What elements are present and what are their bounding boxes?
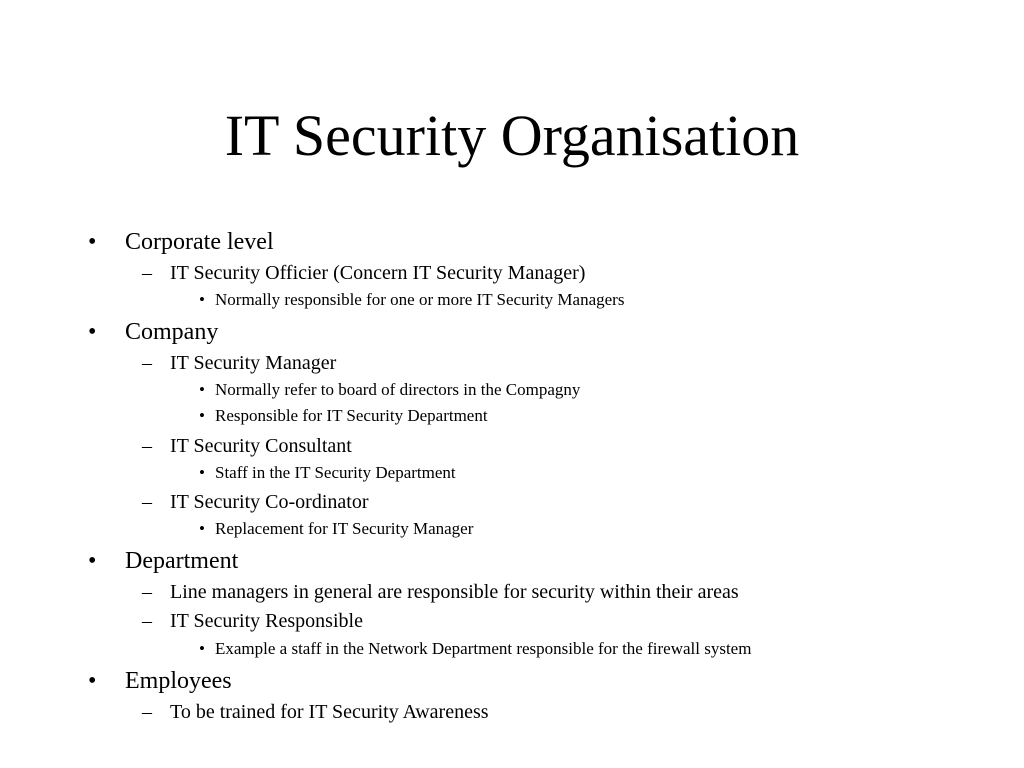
sub-sub-bullet-marker: • [199, 519, 205, 538]
sub-sub-bullet-marker: • [199, 290, 205, 309]
sub-sub-bullet-item: Normally responsible for one or more IT Security Managers [215, 290, 625, 309]
bullet-marker: • [88, 548, 97, 574]
sub-bullet-marker: – [142, 701, 152, 723]
sub-bullet-marker: – [142, 435, 152, 457]
sub-sub-bullet-item: Responsible for IT Security Department [215, 406, 488, 425]
bullet-item: Employees [125, 668, 232, 694]
sub-bullet-item: IT Security Responsible [170, 610, 363, 632]
sub-sub-bullet-marker: • [199, 406, 205, 425]
bullet-item: Corporate level [125, 229, 274, 255]
sub-bullet-marker: – [142, 262, 152, 284]
sub-bullet-item: IT Security Officier (Concern IT Security Manager) [170, 262, 586, 284]
sub-bullet-marker: – [142, 581, 152, 603]
sub-sub-bullet-item: Replacement for IT Security Manager [215, 519, 474, 538]
slide-title: IT Security Organisation [224, 103, 800, 168]
bullet-item: Department [125, 548, 239, 574]
bullet-item: Company [125, 319, 219, 345]
bullet-marker: • [88, 668, 97, 694]
sub-bullet-item: IT Security Manager [170, 352, 337, 374]
sub-sub-bullet-item: Staff in the IT Security Department [215, 463, 456, 482]
sub-sub-bullet-marker: • [199, 463, 205, 482]
sub-bullet-marker: – [142, 491, 152, 513]
sub-bullet-item: IT Security Consultant [170, 435, 352, 457]
sub-sub-bullet-item: Example a staff in the Network Department responsible for the firewall system [215, 639, 752, 658]
sub-sub-bullet-item: Normally refer to board of directors in the Compagny [215, 380, 581, 399]
bullet-marker: • [88, 319, 97, 345]
bullet-marker: • [88, 229, 97, 255]
sub-sub-bullet-marker: • [199, 639, 205, 658]
sub-bullet-marker: – [142, 352, 152, 374]
sub-bullet-item: IT Security Co-ordinator [170, 491, 369, 513]
sub-sub-bullet-marker: • [199, 380, 205, 399]
sub-bullet-item: Line managers in general are responsible for security within their areas [170, 581, 739, 603]
sub-bullet-item: To be trained for IT Security Awareness [170, 701, 489, 723]
sub-bullet-marker: – [142, 610, 152, 632]
